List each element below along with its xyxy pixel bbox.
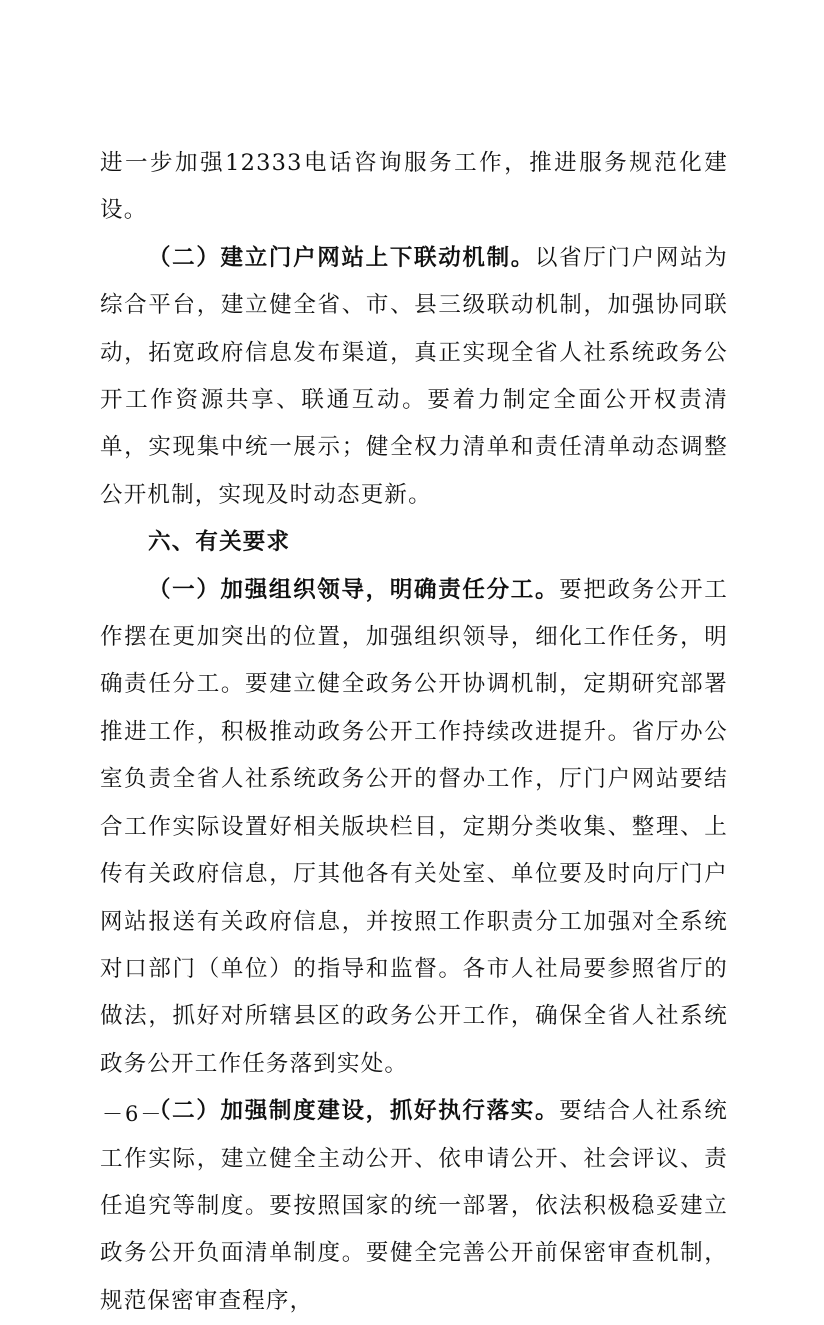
paragraph-text: 要结合人社系统工作实际，建立健全主动公开、依申请公开、社会评议、责任追究等制度。要按照国家的统一部署，依法积极稳妥建立政务公开负面清单制度。要健全完善公开前保密审查机制，规范保密审查程序， xyxy=(100,1098,728,1314)
paragraph-lead: （二）加强制度建设，抓好执行落实。 xyxy=(148,1098,560,1125)
paragraph-system-building xyxy=(100,1088,728,1325)
document-body xyxy=(100,140,728,1325)
paragraph-lead: （二）建立门户网站上下联动机制。 xyxy=(148,244,535,271)
page-number: －6－ xyxy=(102,1102,164,1126)
paragraph-organization-leadership xyxy=(100,567,728,1088)
paragraph-text: 进一步加强12333电话咨询服务工作，推进服务规范化建设。 xyxy=(100,150,728,224)
paragraph-lead: （一）加强组织领导，明确责任分工。 xyxy=(148,576,560,603)
paragraph-continuation xyxy=(100,140,728,235)
paragraph-portal-linkage xyxy=(100,235,728,519)
paragraph-text: 要把政务公开工作摆在更加突出的位置，加强组织领导，细化工作任务，明确责任分工。要建立健全政务公开协调机制，定期研究部署推进工作，积极推动政务公开工作持续改进提升。省厅办公室负责全省人社系统政务公开的督办工作，厅门户网站要结合工作实际设置好相关版块栏目，定期分类收集、整理、上传有关政府信息，厅其他各有关处室、单位要及时向厅门户网站报送有关政府信息，并按照工作职责分工加强对全系统对口部门（单位）的指导和监督。各市人社局要参照省厅的做法，抓好对所辖县区的政务公开工作，确保全省人社系统政务公开工作任务落到实处。 xyxy=(100,576,728,1077)
paragraph-text: 以省厅门户网站为综合平台，建立健全省、市、县三级联动机制，加强协同联动，拓宽政府信息发布渠道，真正实现全省人社系统政务公开工作资源共享、联通互动。要着力制定全面公开权责清单，实现集中统一展示；健全权力清单和责任清单动态调整公开机制，实现及时动态更新。 xyxy=(100,244,728,508)
section-heading: 六、有关要求 xyxy=(148,529,291,556)
